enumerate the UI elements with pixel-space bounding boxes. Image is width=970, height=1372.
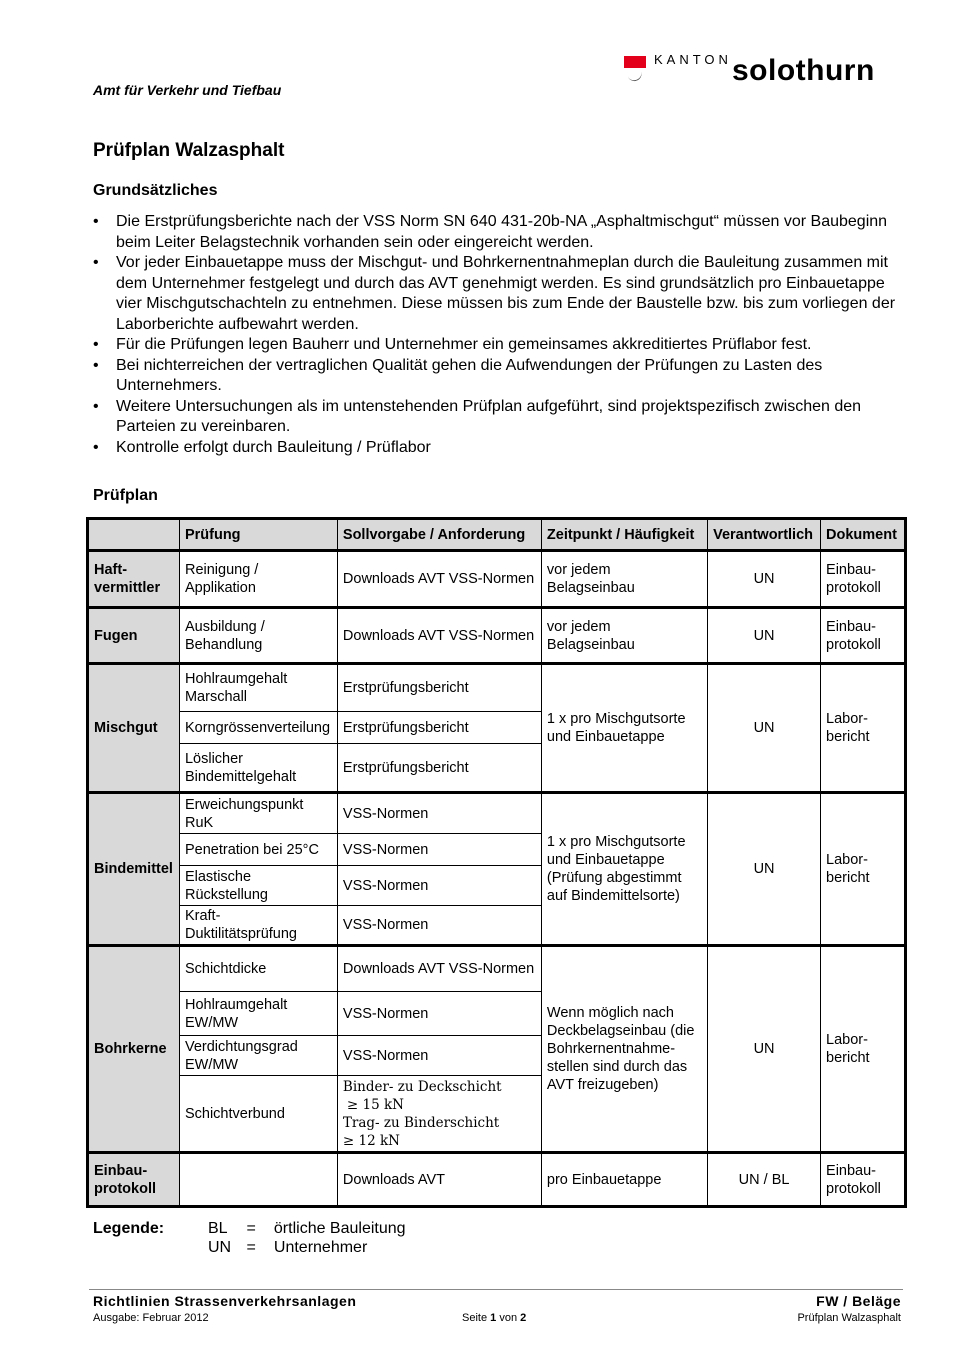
group-cell: Fugen [88,608,180,664]
cell-dokument: Labor-bericht [821,664,906,793]
table-row [88,1153,906,1207]
cell-dokument: Einbau-protokoll [821,608,906,664]
cell-pruefung: Verdichtungsgrad EW/MW [179,1036,337,1076]
test-plan-table [86,517,907,1208]
cell-soll: Downloads AVT VSS-Normen [337,946,541,992]
cell-pruefung: Penetration bei 25°C [179,834,337,866]
cell-soll: Downloads AVT [337,1153,541,1207]
cell-verantwortlich: UN [708,946,821,1153]
page-title: Prüfplan Walzasphalt [93,140,285,161]
cell-pruefung [179,1153,337,1207]
header-cell [88,519,180,551]
cell-pruefung: Erweichungspunkt RuK [179,793,337,834]
cell-pruefung: Kraft-Duktilitätsprüfung [179,906,337,946]
cell-pruefung: Hohlraumgehalt Marschall [179,664,337,712]
list-item: • Kontrolle erfolgt durch Bauleitung / Prüflabor [93,438,913,459]
header-cell: Zeitpunkt / Häufigkeit [541,519,707,551]
group-cell: Einbau-protokoll [88,1153,180,1207]
cell-pruefung: Elastische Rückstellung [179,866,337,906]
cell-zeit: vor jedem Belagseinbau [541,608,707,664]
header-cell: Verantwortlich [708,519,821,551]
list-item: • Für die Prüfungen legen Bauherr und Unternehmer ein gemeinsames akkreditiertes Prüflabor fest. [93,335,913,356]
table-row [88,608,906,664]
page-current: 1 [490,1312,497,1324]
cell-pruefung: Reinigung / Applikation [179,551,337,608]
list-item: • Vor jeder Einbauetappe muss der Mischgut- und Bohrkernentnahmeplan durch die Bauleitung zusammen mit dem Unternehmer festgelegt und durch das AVT genehmigt werden. Es sind grundsätzlich pro Einbauetappe vier Mischgutschachteln zu entnehmen. Diese müssen bis zum Ende der Baustelle bzw. bis zum vorliegen der Laborberichte aufbewahrt werden. [93,253,913,335]
footer-document-name: Prüfplan Walzasphalt [797,1312,901,1324]
legend-eq: = [246,1239,256,1256]
cell-verantwortlich: UN [708,608,821,664]
cell-pruefung: Löslicher Bindemittelgehalt [179,744,337,793]
cell-zeit: Wenn möglich nach Deckbelagseinbau (die Bohrkernentnahme-stellen sind durch das AVT freizugeben) [541,946,707,1153]
cell-pruefung: Korngrössenverteilung [179,712,337,744]
cell-verantwortlich: UN [708,551,821,608]
footer-series-title: Richtlinien Strassenverkehrsanlagen [93,1293,357,1309]
cell-pruefung: Schichtdicke [179,946,337,992]
cell-soll [337,1076,541,1153]
section-heading-grundsaetzliches: Grundsätzliches [93,182,218,199]
table-header-row [88,519,906,551]
table-row [88,664,906,712]
cell-soll: Erstprüfungsbericht [337,712,541,744]
cell-pruefung: Ausbildung / Behandlung [179,608,337,664]
legend-item [208,1238,367,1257]
legend-eq: = [246,1220,256,1237]
cell-verantwortlich: UN [708,664,821,793]
cell-verantwortlich: UN [708,793,821,946]
cell-dokument: Labor-bericht [821,793,906,946]
cell-soll: Downloads AVT VSS-Normen [337,608,541,664]
cell-dokument: Labor-bericht [821,946,906,1153]
section-heading-pruefplan: Prüfplan [93,487,158,504]
list-item: • Die Erstprüfungsberichte nach der VSS Norm SN 640 431-20b-NA „Asphaltmischgut“ müssen vor Baubeginn beim Leiter Belagstechnik vorhanden sein oder eingereicht werden. [93,212,913,253]
legend-abbr: UN [208,1239,232,1256]
page-prefix: Seite [462,1312,488,1324]
cell-soll: VSS-Normen [337,866,541,906]
cell-verantwortlich: UN / BL [708,1153,821,1207]
cell-soll: VSS-Normen [337,793,541,834]
footer-divider [89,1289,903,1290]
cell-zeit: pro Einbauetappe [541,1153,707,1207]
cell-soll: VSS-Normen [337,992,541,1036]
cell-soll: Downloads AVT VSS-Normen [337,551,541,608]
cell-zeit: 1 x pro Mischgutsorte und Einbauetappe (Prüfung abgestimmt auf Bindemittelsorte) [541,793,707,946]
soll-line: Binder- zu Deckschicht [342,1078,502,1095]
cell-zeit: vor jedem Belagseinbau [541,551,707,608]
group-cell: Mischgut [88,664,180,793]
page-total: 2 [520,1312,527,1324]
table-row [88,793,906,834]
logo-flag-icon [624,56,646,68]
footer-page-number [462,1312,526,1324]
legend-text: örtliche Bauleitung [273,1220,406,1237]
legend-label: Legende: [93,1220,165,1237]
principles-list [93,212,913,458]
cell-zeit: 1 x pro Mischgutsorte und Einbauetappe [541,664,707,793]
cell-dokument: Einbau-protokoll [821,1153,906,1207]
soll-line: Trag- zu Binderschicht [342,1114,500,1131]
cell-soll: VSS-Normen [337,834,541,866]
cell-pruefung: Schichtverbund [179,1076,337,1153]
header-cell: Dokument [821,519,906,551]
logo-curve-icon [627,68,644,83]
legend-text: Unternehmer [273,1239,368,1256]
soll-line: ≥ 15 kN [346,1096,404,1113]
group-cell: Bindemittel [88,793,180,946]
cell-soll: Erstprüfungsbericht [337,664,541,712]
soll-line: ≥ 12 kN [342,1132,400,1149]
table-row [88,946,906,992]
cell-pruefung: Hohlraumgehalt EW/MW [179,992,337,1036]
table-row [88,551,906,608]
department-name: Amt für Verkehr und Tiefbau [93,82,282,98]
header-cell: Sollvorgabe / Anforderung [337,519,541,551]
footer-section-title: FW / Beläge [816,1293,901,1309]
kanton-solothurn-logo [624,52,904,92]
list-item: • Bei nichterreichen der vertraglichen Qualität gehen die Aufwendungen der Prüfungen zu Lasten des Unternehmers. [93,356,913,397]
legend-item [208,1219,406,1238]
cell-soll: VSS-Normen [337,1036,541,1076]
logo-solothurn-text: solothurn [732,54,875,87]
cell-soll: VSS-Normen [337,906,541,946]
group-cell: Haft-vermittler [88,551,180,608]
group-cell: Bohrkerne [88,946,180,1153]
legend-abbr: BL [208,1220,228,1237]
footer-edition: Ausgabe: Februar 2012 [93,1312,209,1324]
logo-kanton-text: KANTON [654,52,732,67]
cell-soll: Erstprüfungsbericht [337,744,541,793]
list-item: • Weitere Untersuchungen als im untenstehenden Prüfplan aufgeführt, sind projektspezifisch zwischen den Parteien zu vereinbaren. [93,397,913,438]
header-cell: Prüfung [179,519,337,551]
cell-dokument: Einbau-protokoll [821,551,906,608]
page-of: von [499,1312,518,1324]
